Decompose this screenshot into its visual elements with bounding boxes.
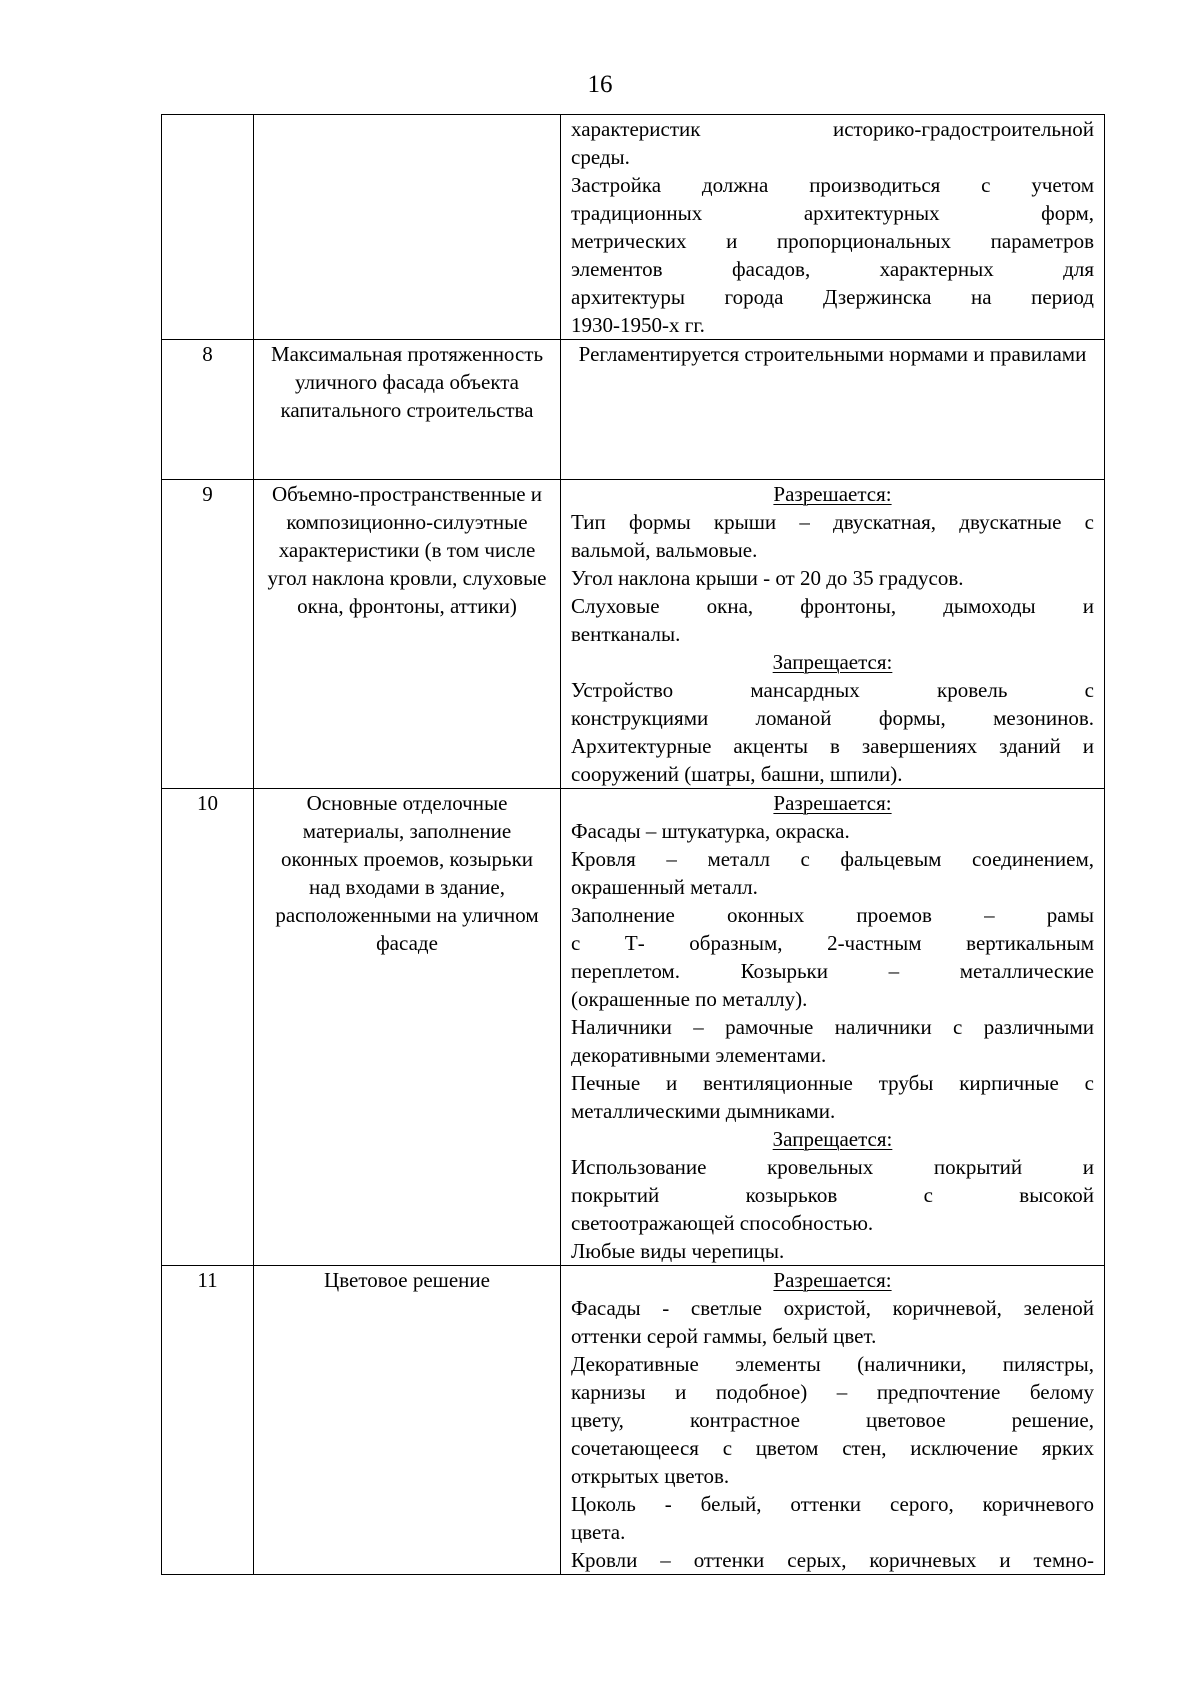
table-row	[162, 340, 1105, 480]
table-row	[162, 115, 1105, 340]
description-line: (окрашенные по металлу).	[571, 987, 808, 1011]
description-line: цвета.	[571, 1520, 626, 1544]
parameter-name-cell: Максимальная протяженность уличного фасада объекта капитального строительства	[254, 340, 561, 480]
description-line: Фасады - светлые охристой, коричневой, зеленой	[571, 1296, 1094, 1320]
row-number-cell: 9	[162, 480, 254, 789]
description-line: светоотражающей способностью.	[571, 1211, 874, 1235]
table-row	[162, 1266, 1105, 1575]
description-line: Декоративные элементы (наличники, пилястры,	[571, 1352, 1094, 1376]
description-line: Заполнение оконных проемов – рамы	[571, 903, 1094, 927]
description-cell	[561, 1266, 1105, 1575]
description-line: характеристик историко-градостроительной	[571, 117, 1094, 141]
description-line: оттенки серой гаммы, белый цвет.	[571, 1324, 877, 1348]
description-line: Любые виды черепицы.	[571, 1239, 785, 1263]
description-line: сочетающееся с цветом стен, исключение ярких	[571, 1436, 1094, 1460]
description-cell	[561, 115, 1105, 340]
description-line: среды.	[571, 145, 630, 169]
description-line: цвету, контрастное цветовое решение,	[571, 1408, 1094, 1432]
description-cell: Регламентируется строительными нормами и правилами	[561, 340, 1105, 480]
description-line: окрашенный металл.	[571, 875, 758, 899]
row-number-cell	[162, 115, 254, 340]
parameter-name-cell	[254, 115, 561, 340]
description-cell	[561, 480, 1105, 789]
prohibited-heading: Запрещается:	[772, 650, 893, 674]
description-line: Застройка должна производиться с учетом	[571, 173, 1094, 197]
description-line: Архитектурные акценты в завершениях зданий и	[571, 734, 1094, 758]
description-line: Печные и вентиляционные трубы кирпичные с	[571, 1071, 1094, 1095]
allowed-heading: Разрешается:	[773, 482, 892, 506]
parameter-name-cell: Объемно-пространственные и композиционно-силуэтные характеристики (в том числе угол наклона кровли, слуховые окна, фронтоны, аттики)	[254, 480, 561, 789]
row-number-cell: 11	[162, 1266, 254, 1575]
description-line: Тип формы крыши – двускатная, двускатные с	[571, 510, 1094, 534]
description-line: Фасады – штукатурка, окраска.	[571, 819, 850, 843]
description-line: Кровля – металл с фальцевым соединением,	[571, 847, 1094, 871]
description-line: сооружений (шатры, башни, шпили).	[571, 762, 903, 786]
parameter-name-cell: Основные отделочные материалы, заполнение оконных проемов, козырьки над входами в здание, расположенными на уличном фасаде	[254, 789, 561, 1266]
description-line: Использование кровельных покрытий и	[571, 1155, 1094, 1179]
description-line: традиционных архитектурных форм,	[571, 201, 1094, 225]
allowed-heading: Разрешается:	[773, 1268, 892, 1292]
description-line: металлическими дымниками.	[571, 1099, 836, 1123]
description-line: вентканалы.	[571, 622, 681, 646]
table-row	[162, 480, 1105, 789]
prohibited-heading: Запрещается:	[772, 1127, 893, 1151]
description-line: с Т- образным, 2-частным вертикальным	[571, 931, 1094, 955]
description-line: 1930-1950-х гг.	[571, 313, 705, 337]
description-line: Устройство мансардных кровель с	[571, 678, 1094, 702]
description-line: Кровли – оттенки серых, коричневых и темно-	[571, 1548, 1094, 1572]
description-line: архитектуры города Дзержинска на период	[571, 285, 1094, 309]
description-line: Слуховые окна, фронтоны, дымоходы и	[571, 594, 1094, 618]
description-line: Цоколь - белый, оттенки серого, коричневого	[571, 1492, 1094, 1516]
description-line: покрытий козырьков с высокой	[571, 1183, 1094, 1207]
description-line: декоративными элементами.	[571, 1043, 827, 1067]
description-line: метрических и пропорциональных параметров	[571, 229, 1094, 253]
row-number-cell: 8	[162, 340, 254, 480]
description-line: открытых цветов.	[571, 1464, 730, 1488]
allowed-heading: Разрешается:	[773, 791, 892, 815]
description-line: конструкциями ломаной формы, мезонинов.	[571, 706, 1094, 730]
row-number-cell: 10	[162, 789, 254, 1266]
page-number: 16	[587, 71, 613, 98]
description-line: карнизы и подобное) – предпочтение белому	[571, 1380, 1094, 1404]
description-line: переплетом. Козырьки – металлические	[571, 959, 1094, 983]
description-line: Угол наклона крыши - от 20 до 35 градусов.	[571, 566, 964, 590]
description-line: Наличники – рамочные наличники с различными	[571, 1015, 1094, 1039]
regulations-table	[161, 114, 1105, 1575]
table-row	[162, 789, 1105, 1266]
description-cell	[561, 789, 1105, 1266]
description-line: элементов фасадов, характерных для	[571, 257, 1094, 281]
parameter-name-cell: Цветовое решение	[254, 1266, 561, 1575]
description-line: вальмой, вальмовые.	[571, 538, 758, 562]
